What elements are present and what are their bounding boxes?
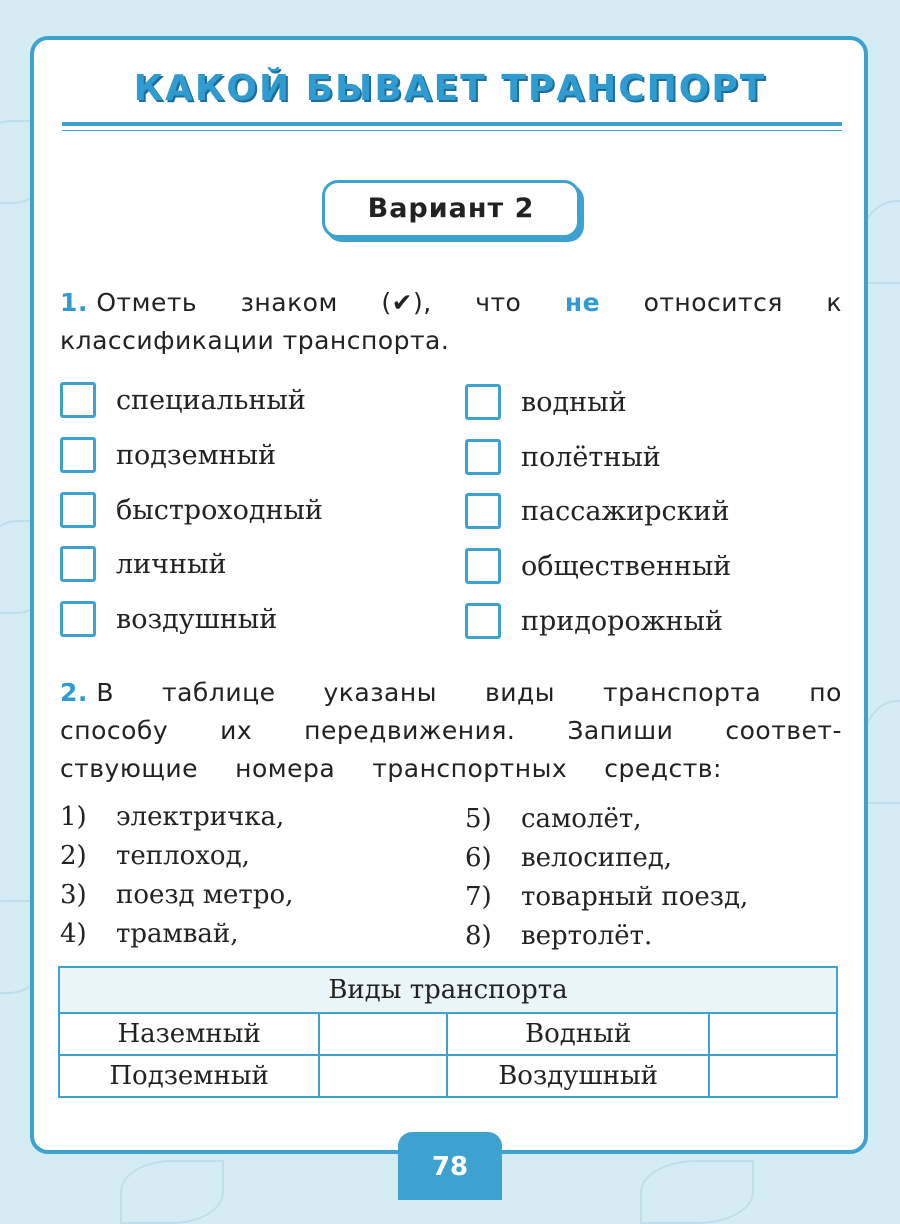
- task1-number: 1.: [60, 288, 88, 317]
- item-text: самолёт,: [521, 804, 642, 834]
- task1-word: что: [475, 288, 522, 317]
- option-label: личный: [116, 548, 227, 580]
- table-cell-label: Подземный: [59, 1055, 319, 1097]
- table-cell-label: Водный: [447, 1013, 709, 1055]
- option-item[interactable]: [60, 599, 277, 639]
- option-item[interactable]: [60, 435, 276, 475]
- transport-item: [465, 878, 748, 916]
- task2-word: ствующие: [60, 754, 199, 783]
- checkbox[interactable]: [465, 493, 501, 529]
- option-item[interactable]: [465, 491, 730, 531]
- background-leaf: [120, 1160, 224, 1224]
- item-number: 1): [60, 802, 87, 832]
- task2-word: таблице: [162, 678, 276, 707]
- variant-label: Вариант 2: [322, 180, 580, 238]
- option-label: подземный: [116, 439, 277, 471]
- item-number: 7): [465, 882, 492, 912]
- task2-word: соответ-: [725, 716, 842, 745]
- transport-item: [60, 798, 284, 836]
- option-item[interactable]: [60, 380, 306, 420]
- title-underline-thin: [62, 130, 842, 131]
- task2-word: номера: [235, 754, 336, 783]
- option-item[interactable]: [60, 544, 226, 584]
- background-leaf: [640, 1160, 754, 1224]
- item-text: поезд метро,: [116, 880, 294, 910]
- answer-cell[interactable]: [319, 1013, 447, 1055]
- task2-word: способу: [60, 716, 169, 745]
- option-item[interactable]: [60, 490, 323, 530]
- option-label: общественный: [521, 550, 732, 582]
- item-number: 2): [60, 841, 87, 871]
- option-label: специальный: [116, 384, 306, 416]
- item-text: электричка,: [116, 802, 285, 832]
- option-label: пассажирский: [521, 495, 730, 527]
- answer-cell[interactable]: [709, 1055, 837, 1097]
- answer-cell[interactable]: [709, 1013, 837, 1055]
- task1-word: Отметь: [96, 288, 198, 317]
- item-text: трамвай,: [116, 919, 239, 949]
- task1-word: знаком: [240, 288, 338, 317]
- item-text: велосипед,: [521, 843, 673, 873]
- option-item[interactable]: [465, 437, 661, 477]
- item-text: теплоход,: [116, 841, 250, 871]
- item-text: товарный поезд,: [521, 882, 749, 912]
- checkbox[interactable]: [60, 492, 96, 528]
- task2-word: виды: [484, 678, 555, 707]
- table-header: Виды транспорта: [59, 967, 837, 1013]
- task1-line2: классификации транспорта.: [60, 326, 450, 355]
- page-title: КАКОЙ БЫВАЕТ ТРАНСПОРТ: [133, 68, 767, 109]
- task1-word: к: [826, 288, 842, 317]
- transport-item: [465, 917, 652, 955]
- table-row: [59, 1013, 837, 1055]
- task2-word: транспортных: [372, 754, 568, 783]
- task1-highlight: не: [564, 288, 601, 317]
- table-cell-label: Воздушный: [447, 1055, 709, 1097]
- item-number: 6): [465, 843, 492, 873]
- transport-types-table: [58, 966, 838, 1098]
- option-label: полётный: [521, 441, 661, 473]
- checkbox[interactable]: [60, 437, 96, 473]
- checkbox[interactable]: [60, 546, 96, 582]
- title-underline: [62, 122, 842, 126]
- task2-word: средств:: [604, 754, 722, 783]
- checkbox[interactable]: [60, 601, 96, 637]
- task2-word: транспорта: [603, 678, 762, 707]
- answer-cell[interactable]: [319, 1055, 447, 1097]
- table-cell-label: Наземный: [59, 1013, 319, 1055]
- option-label: водный: [521, 386, 627, 418]
- task2-word: их: [220, 716, 253, 745]
- option-label: воздушный: [116, 603, 278, 635]
- checkbox[interactable]: [465, 439, 501, 475]
- transport-item: [60, 876, 293, 914]
- table-row: [59, 1055, 837, 1097]
- option-item[interactable]: [465, 601, 723, 641]
- item-number: 5): [465, 804, 492, 834]
- option-item[interactable]: [465, 546, 731, 586]
- transport-item: [60, 837, 250, 875]
- checkbox[interactable]: [465, 384, 501, 420]
- item-number: 8): [465, 921, 492, 951]
- task2-word: Запиши: [567, 716, 674, 745]
- item-text: вертолёт.: [521, 921, 653, 951]
- task2-number: 2.: [60, 678, 88, 707]
- task2-word: передвижения.: [304, 716, 516, 745]
- option-label: придорожный: [521, 605, 724, 637]
- option-item[interactable]: [465, 382, 627, 422]
- transport-item: [60, 915, 238, 953]
- item-number: 4): [60, 919, 87, 949]
- page-number: 78: [398, 1132, 502, 1200]
- task2-question: [60, 674, 842, 788]
- task2-word: В: [96, 678, 115, 707]
- transport-item: [465, 800, 642, 838]
- item-number: 3): [60, 880, 87, 910]
- checkmark-symbol: (✔),: [381, 288, 432, 317]
- transport-item: [465, 839, 672, 877]
- checkbox[interactable]: [465, 603, 501, 639]
- option-label: быстроходный: [116, 494, 323, 526]
- task2-word: по: [809, 678, 842, 707]
- task1-question: [60, 284, 842, 360]
- task1-word: относится: [643, 288, 783, 317]
- checkbox[interactable]: [465, 548, 501, 584]
- task2-word: указаны: [323, 678, 437, 707]
- checkbox[interactable]: [60, 382, 96, 418]
